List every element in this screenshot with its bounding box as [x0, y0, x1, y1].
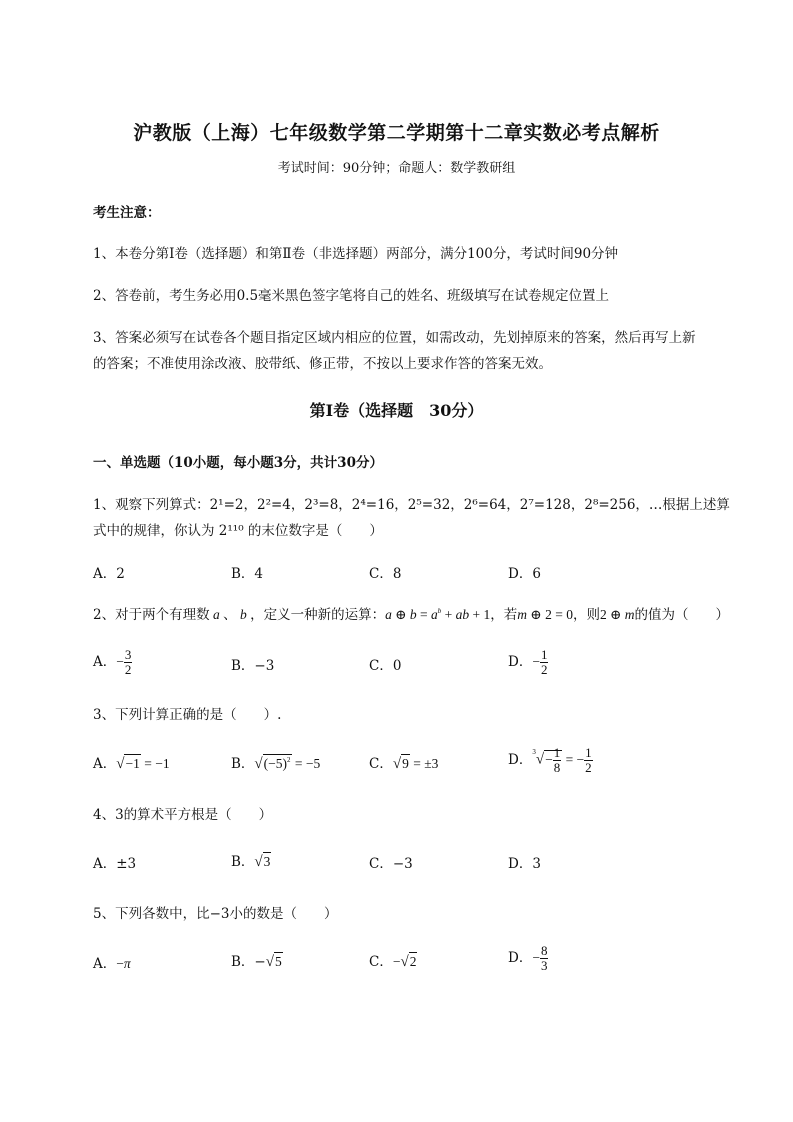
- q4-option-d[interactable]: D．3: [508, 856, 541, 872]
- q5-option-a[interactable]: A．−π: [93, 956, 131, 972]
- page-title: 沪教版（上海）七年级数学第二学期第十二章实数必考点解析: [133, 122, 660, 144]
- q1-option-b[interactable]: B．4: [231, 566, 264, 582]
- q3-option-c[interactable]: C．√9 = ±3: [369, 756, 439, 772]
- sqrt-9: √9: [392, 756, 409, 772]
- q1-option-d[interactable]: D．6: [508, 566, 541, 582]
- q1-intro: 1、观察下列算式：: [93, 497, 210, 513]
- pi-symbol: π: [123, 956, 131, 971]
- q4-option-c[interactable]: C．−3: [369, 856, 413, 872]
- q2-option-a[interactable]: A．− $\frac{3}{2}$: [93, 647, 132, 677]
- sqrt-3: √3: [254, 854, 271, 870]
- q2-option-b[interactable]: B．−3: [231, 658, 275, 674]
- q2-condition: m: [517, 607, 528, 622]
- q2-vars: a: [209, 607, 224, 622]
- q1-option-c[interactable]: C．8: [369, 566, 402, 582]
- notice-heading: 考生注意：: [93, 205, 161, 221]
- question-5-text: 5、下列各数中，比−3小的数是（ ）: [93, 906, 338, 922]
- fraction-3-2: $\frac{3}{2}$: [124, 647, 132, 677]
- q1-series: 2¹=2，2²=4，2³=8，2⁴=16，2⁵=32，2⁶=64，2⁷=128，2⁸=256，…根据上述算: [209, 497, 730, 513]
- q5-option-d[interactable]: D．− $\frac{8}{3}$: [508, 943, 548, 973]
- section-title: 第I卷（选择题 30分）: [309, 401, 484, 420]
- q2-target: 2 ⊕: [599, 607, 625, 622]
- q3-option-b[interactable]: B．$√(-5)^2 = -5$: [231, 756, 321, 772]
- q4-option-a[interactable]: A．±3: [93, 856, 137, 872]
- sqrt-neg5-squared: $√(-5)^2$: [254, 756, 291, 772]
- sqrt-2: √2: [400, 954, 417, 970]
- notice-item-1: 1、本卷分第I卷（选择题）和第Ⅱ卷（非选择题）两部分，满分100分，考试时间90分钟: [93, 246, 619, 262]
- question-1-line-2: 式中的规律，你认为 2¹¹⁰ 的末位数字是（ ）: [93, 523, 383, 539]
- q2-option-c[interactable]: C．0: [369, 658, 402, 674]
- q3-option-a[interactable]: A．√−1 = −1: [93, 756, 170, 772]
- question-2-text: 2、对于两个有理数 a 、 b ，定义一种新的运算：a ⊕ $b = a^b$ + ab + 1，若m ⊕ 2 = 0，则2 ⊕ m的值为（ ）: [93, 607, 730, 623]
- sqrt-neg-1: √−1: [116, 756, 140, 772]
- fraction-1-2: $\frac{1}{2}$: [540, 647, 548, 677]
- q1-option-a[interactable]: A．2: [93, 566, 125, 582]
- page-subtitle: 考试时间：90分钟；命题人：数学教研组: [277, 161, 516, 176]
- notice-item-2: 2、答卷前，考生务必用0.5毫米黑色签字笔将自己的姓名、班级填写在试卷规定位置上: [93, 288, 610, 304]
- notice-item-3: 3、答案必须写在试卷各个题目指定区域内相应的位置，如需改动，先划掉原来的答案，然后再写上新: [93, 330, 696, 346]
- question-1-line-1: [93, 493, 730, 513]
- q5-option-b[interactable]: B．−√5: [231, 954, 282, 970]
- q3-option-d[interactable]: D．$^3$√− $\frac{1}{8}$ = − $\frac{1}{2}$: [508, 745, 592, 776]
- notice-item-3-cont: 的答案；不准使用涂改液、胶带纸、修正带，不按以上要求作答的答案无效。: [93, 356, 552, 372]
- cbrt-neg-1-8: √− $\frac{1}{8}$: [535, 745, 561, 776]
- question-3-text: 3、下列计算正确的是（ ）.: [93, 707, 282, 723]
- sqrt-5: √5: [265, 954, 282, 970]
- q2-option-d[interactable]: D．− $\frac{1}{2}$: [508, 647, 548, 677]
- q4-option-b[interactable]: B．√3: [231, 854, 271, 870]
- q5-option-c[interactable]: C．−√2: [369, 954, 417, 970]
- fraction-8-3: $\frac{8}{3}$: [540, 943, 548, 973]
- question-4-text: 4、3的算术平方根是（ ）: [93, 807, 273, 823]
- q2-operation: a: [385, 607, 392, 622]
- part-heading: 一、单选题（10小题，每小题3分，共计30分）: [93, 455, 383, 471]
